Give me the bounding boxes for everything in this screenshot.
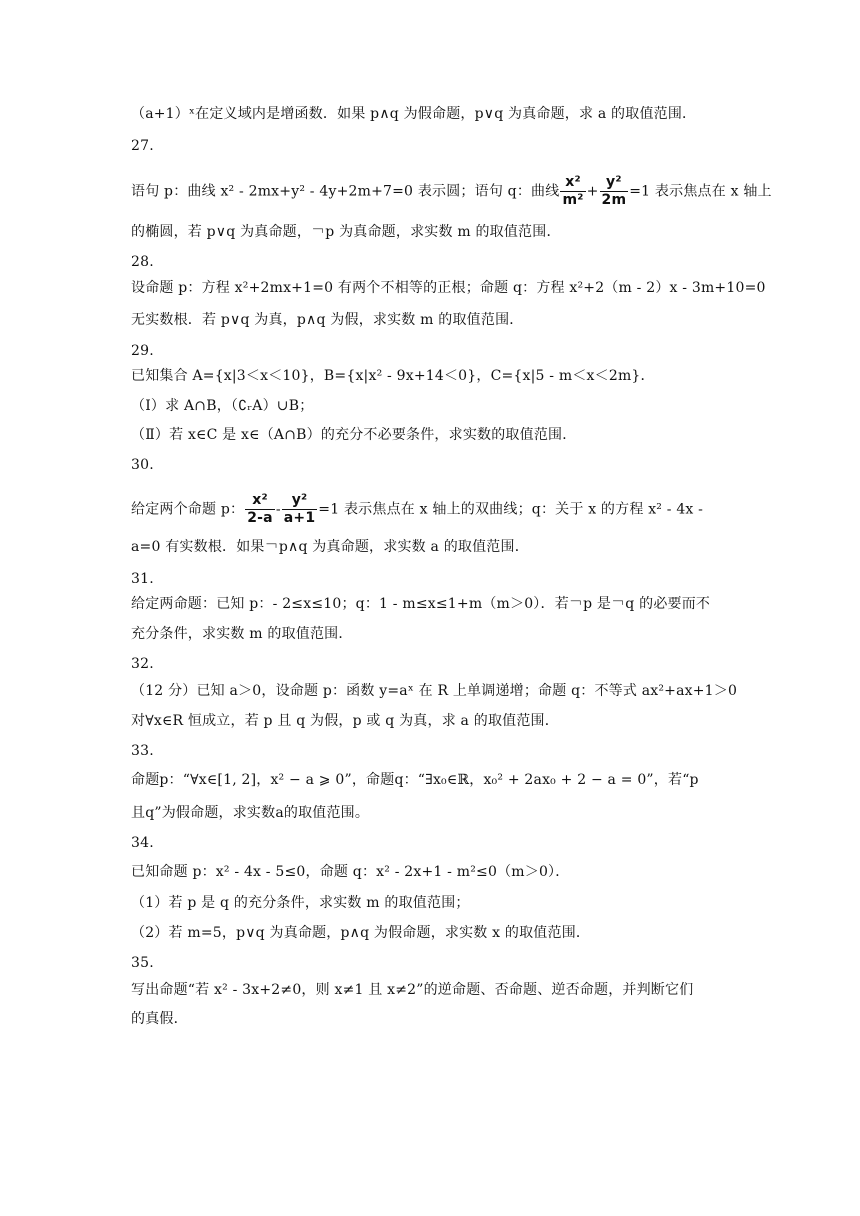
q34-line-2: （1）若 p 是 q 的充分条件，求实数 m 的取值范围；	[131, 895, 470, 911]
q34-line-1: 已知命题 p：x² - 4x - 5≤0，命题 q：x² - 2x+1 - m²≤0（m＞0）．	[131, 864, 570, 880]
q29-line-3: （Ⅱ）若 x∈C 是 x∈（A∩B）的充分不必要条件，求实数的取值范围．	[131, 427, 577, 443]
q30-number: 30.	[131, 457, 154, 473]
q27-line-1	[131, 174, 772, 209]
q26-tail: （a+1）ˣ在定义域内是增函数．如果 p∧q 为假命题，p∨q 为真命题，求 a 的取值范围．	[131, 106, 697, 122]
q30-line-2: a=0 有实数根．如果￢p∧q 为真命题，求实数 a 的取值范围．	[131, 539, 529, 555]
q30-frac2-den: a+1	[283, 510, 316, 526]
q27-fraction-1	[560, 174, 585, 209]
q30-frac2-num: y²	[282, 492, 318, 510]
q31-line-2: 充分条件，求实数 m 的取值范围．	[131, 626, 353, 642]
q33-number: 33.	[131, 743, 154, 759]
q34-line-3: （2）若 m=5，p∨q 为真命题，p∧q 为假命题，求实数 x 的取值范围．	[131, 925, 591, 941]
q28-line-2: 无实数根．若 p∨q 为真，p∧q 为假，求实数 m 的取值范围．	[131, 312, 524, 328]
q29-number: 29.	[131, 343, 154, 359]
q27-number: 27.	[131, 138, 154, 154]
q32-line-2: 对∀x∈R 恒成立，若 p 且 q 为假，p 或 q 为真，求 a 的取值范围．	[131, 713, 559, 729]
q32-number: 32.	[131, 656, 154, 672]
q27-frac2-den: 2m	[601, 192, 627, 208]
q33-line-1: 命题p：“∀x∈[1, 2]，x² − a ⩾ 0”，命题q：“∃x₀∈ℝ，x₀² + 2ax₀ + 2 − a = 0”，若“p	[131, 772, 699, 788]
q27-text-post: =1 表示焦点在 x 轴上	[629, 183, 772, 200]
q28-number: 28.	[131, 254, 154, 270]
q30-frac1-num: x²	[245, 492, 275, 510]
q30-fraction-2	[282, 492, 318, 527]
q29-line-2: （Ⅰ）求 A∩B，（∁ᵣA）∪B；	[131, 398, 314, 414]
q34-number: 34.	[131, 835, 154, 851]
q30-frac1-den: 2-a	[247, 510, 273, 526]
q27-line-2: 的椭圆，若 p∨q 为真命题，￢p 为真命题，求实数 m 的取值范围．	[131, 224, 561, 240]
q27-text-pre: 语句 p：曲线 x² - 2mx+y² - 4y+2m+7=0 表示圆；语句 q：曲线	[131, 183, 560, 200]
q31-line-1: 给定两命题：已知 p：- 2≤x≤10；q：1 - m≤x≤1+m（m＞0）．若￢p 是￢q 的必要而不	[131, 596, 711, 612]
q27-frac1-den: m²	[562, 192, 584, 208]
q27-fraction-2	[600, 174, 629, 209]
q30-minus: -	[275, 501, 281, 518]
q27-plus: +	[586, 183, 599, 200]
q31-number: 31.	[131, 571, 154, 587]
q35-line-2: 的真假．	[131, 1011, 188, 1027]
q30-text-post: =1 表示焦点在 x 轴上的双曲线；q：关于 x 的方程 x² - 4x -	[318, 501, 704, 518]
q29-line-1: 已知集合 A={x|3＜x＜10}，B={x|x² - 9x+14＜0}，C={x|5 - m＜x＜2m}．	[131, 368, 655, 384]
q33-line-2: 且q”为假命题，求实数a的取值范围。	[131, 805, 370, 821]
q27-frac2-num: y²	[600, 174, 629, 192]
q27-frac1-num: x²	[560, 174, 585, 192]
q28-line-1: 设命题 p：方程 x²+2mx+1=0 有两个不相等的正根；命题 q：方程 x²+2（m - 2）x - 3m+10=0	[131, 280, 766, 296]
q30-fraction-1	[245, 492, 275, 527]
q32-line-1: （12 分）已知 a＞0，设命题 p：函数 y=aˣ 在 R 上单调递增；命题 q：不等式 ax²+ax+1＞0	[131, 683, 738, 699]
q35-line-1: 写出命题“若 x² - 3x+2≠0，则 x≠1 且 x≠2”的逆命题、否命题、逆否命题，并判断它们	[131, 982, 694, 998]
q30-text-pre: 给定两个命题 p：	[131, 501, 245, 518]
q30-line-1	[131, 492, 731, 527]
q35-number: 35.	[131, 955, 154, 971]
